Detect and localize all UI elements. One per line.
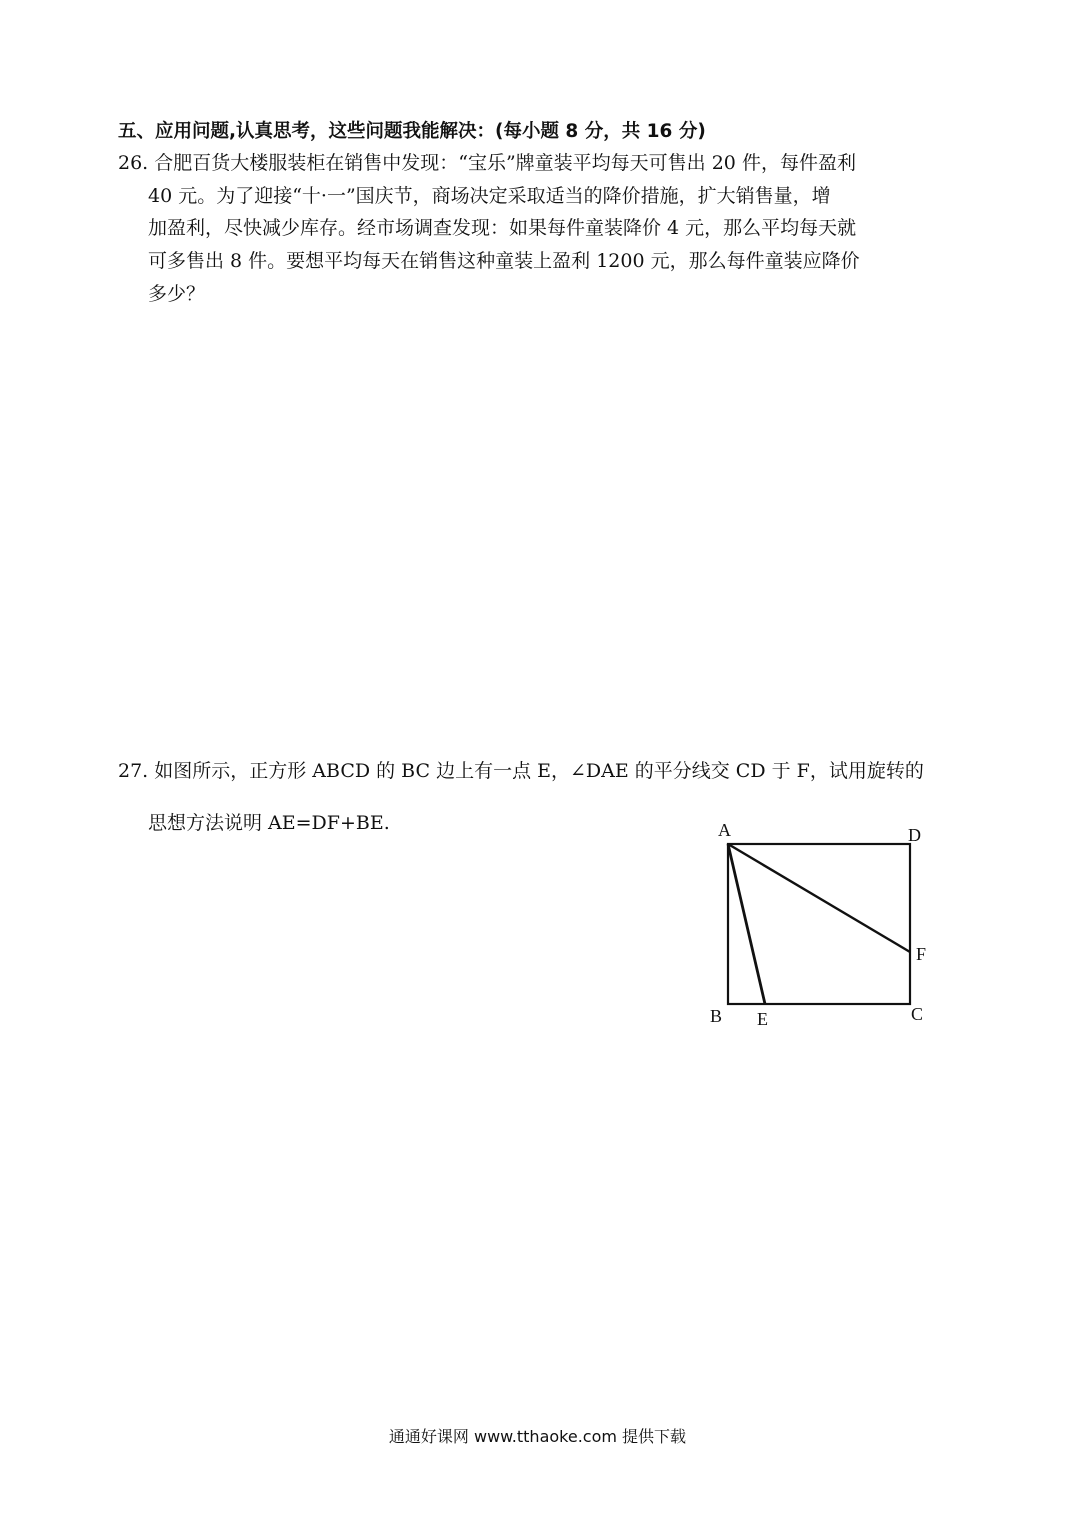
question-27-line: 27. 如图所示，正方形 ABCD 的 BC 边上有一点 E，∠DAE 的平分线交 CD 于 F，试用旋转的 [118,760,924,782]
question-26-line: 多少？ [148,283,206,305]
label-c: C [911,1004,924,1024]
segment-ae [728,844,765,1004]
question-26-line: 40 元。为了迎接“十·一”国庆节，商场决定采取适当的降价措施，扩大销售量，增 [148,185,831,207]
section-heading: 五、应用问题,认真思考，这些问题我能解决：(每小题 8 分，共 16 分) [118,121,706,142]
question-27-line: 思想方法说明 AE=DF+BE. [148,812,390,834]
square-abcd-figure [700,812,940,1032]
page-footer: 通通好课网 www.tthaoke.com 提供下载 [388,1427,687,1446]
question-26-line: 可多售出 8 件。要想平均每天在销售这种童装上盈利 1200 元，那么每件童装应降价 [148,250,860,272]
question-26-line: 26. 合肥百货大楼服装柜在销售中发现：“宝乐”牌童装平均每天可售出 20 件，每件盈利 [118,152,856,174]
label-b: B [710,1006,723,1026]
label-e: E [757,1009,768,1029]
question-26-line: 加盈利，尽快减少库存。经市场调查发现：如果每件童装降价 4 元，那么平均每天就 [148,217,857,239]
square-outline [728,844,910,1004]
label-a: A [718,820,731,840]
label-d: D [908,825,921,845]
segment-af [728,844,910,952]
label-f: F [916,944,927,964]
